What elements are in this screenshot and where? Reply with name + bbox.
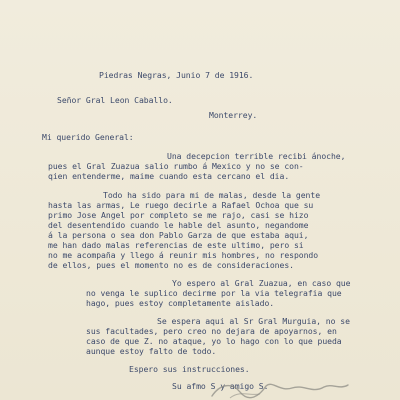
paragraph-1-line-3: qien entenderme, maime cuando esta cercano el dia.: [48, 171, 290, 181]
recipient-city: Monterrey.: [209, 110, 258, 120]
paragraph-2-line-6: me han dado malas referencias de este ultimo, pero si: [48, 240, 304, 250]
recipient-line: Señor Gral Leon Caballo.: [57, 95, 173, 105]
paragraph-2-line-4: del desentendido cuando le hable del asunto, negandome: [48, 220, 309, 230]
paragraph-2-line-3: primo Jose Angel por completo se me rajo, casi se hizo: [48, 210, 309, 220]
paragraph-2-line-5: á la persona o sea don Pablo Garza de que estaba aqui,: [48, 230, 309, 240]
place-date: Piedras Negras, Junio 7 de 1916.: [99, 70, 254, 80]
paragraph-5: Espero sus instrucciones.: [129, 364, 250, 374]
paragraph-2-line-8: de ellos, pues el momento no es de consideraciones.: [48, 260, 294, 270]
paragraph-4-line-2: sus facultades, pero creo no dejara de apoyarnos, en: [86, 326, 337, 336]
paragraph-4-line-4: aunque estoy falto de todo.: [86, 346, 217, 356]
salutation: Mi querido General:: [42, 132, 134, 142]
paragraph-3-line-2: no venga le suplico decirme por la via telegrafia que: [86, 288, 342, 298]
paragraph-3-line-3: hago, pues estoy completamente aislado.: [86, 298, 275, 308]
paragraph-4-line-1: Se espera aqui al Sr Gral Murguia, no se: [157, 316, 350, 326]
paragraph-1-line-2: pues el Gral Zuazua salio rumbo á Mexico y no se con-: [48, 161, 304, 171]
paragraph-4-line-3: caso de que Z. no ataque, yo lo hago con lo que pueda: [86, 336, 342, 346]
paragraph-2-line-2: hasta las armas, Le ruego decirle a Rafael Ochoa que su: [48, 200, 314, 210]
handwritten-signature: [200, 378, 350, 400]
paragraph-1-line-1: Una decepcion terrible recibi ánoche,: [167, 151, 346, 161]
paragraph-3-line-1: Yo espero al Gral Zuazua, en caso que: [172, 278, 351, 288]
paragraph-2-line-1: Todo ha sido para mi de malas, desde la gente: [103, 190, 321, 200]
paragraph-2-line-7: no me acompaña y llego á reunir mis hombres, no respondo: [48, 250, 319, 260]
closing: Su afmo S y amigo S.: [172, 381, 269, 391]
